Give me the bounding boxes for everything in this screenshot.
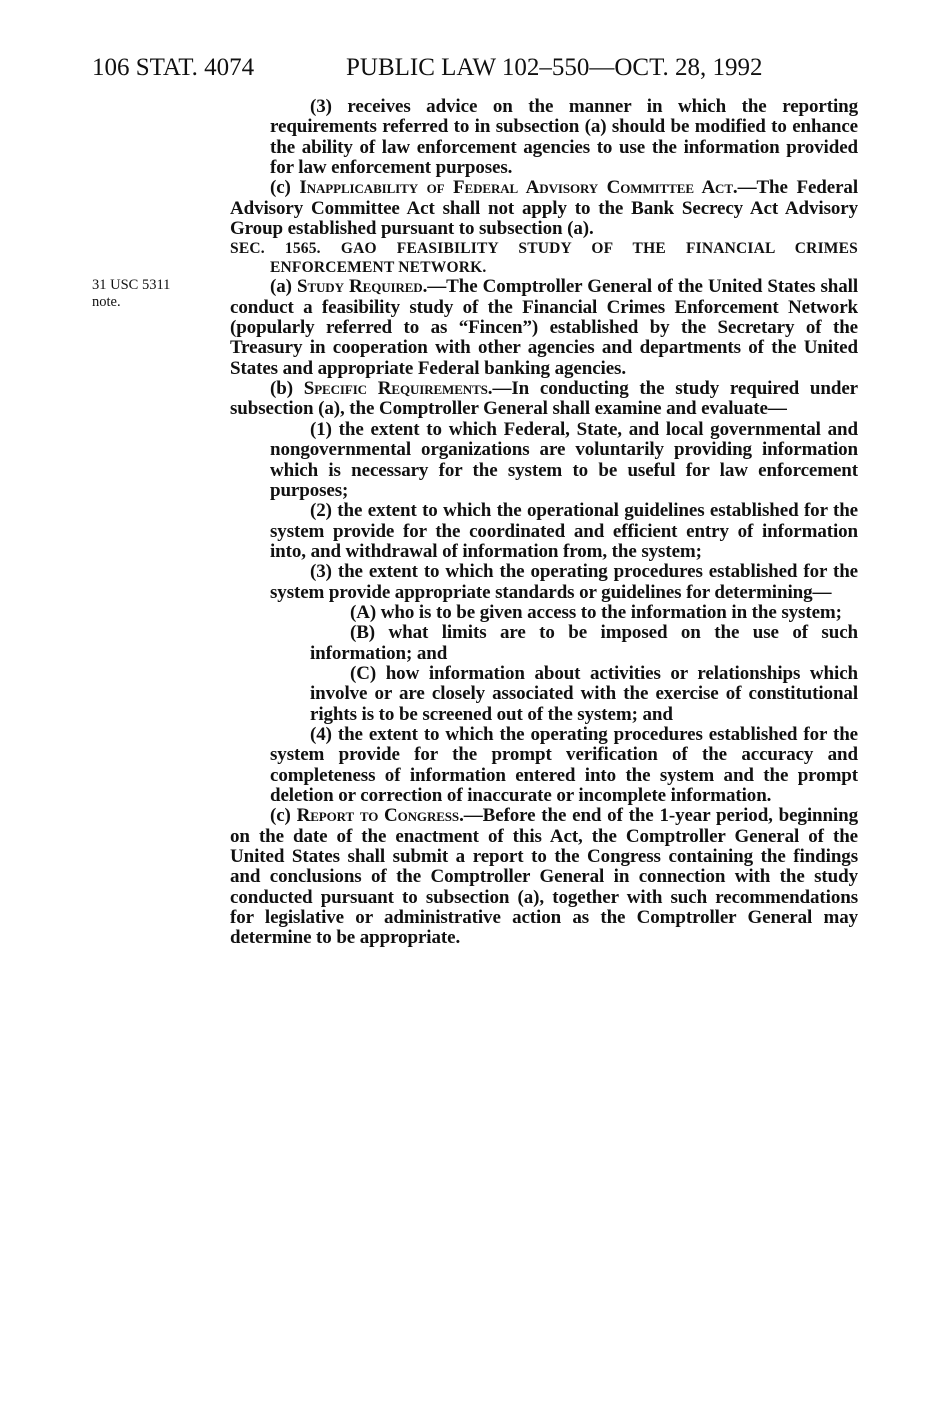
margin-note	[92, 277, 207, 311]
subsection-heading: Inapplicability of Federal Advisory Committee Act.	[299, 177, 738, 199]
paragraph-b2: (2) the extent to which the operational guidelines established for the system provide for the coordinated and efficient entry of information into, and withdrawal of information from, the system;	[270, 500, 858, 562]
subsection-label: (a)	[270, 276, 292, 298]
subsection-c-report-to-congress	[230, 806, 858, 948]
subsection-heading: Study Required.	[296, 276, 428, 298]
subsection-text: —Before the end of the 1-year period, beginning on the date of the enactment of this Act, the Comptroller General of the United States shall submit a report to the Congress containing the findings and conclusions of the Comptroller General in connection with the study conducted pursuant to subsection (a), together with such recommendations for legislative or administrative action as the Comptroller General may determine to be appropriate.	[230, 805, 858, 949]
stat-page-number: 106 STAT. 4074	[92, 54, 255, 81]
paragraph-3-advice: (3) receives advice on the manner in which the reporting requirements referred to in subsection (a) should be modified to enhance the ability of law enforcement agencies to use the information provided for law enforcement purposes.	[270, 96, 858, 179]
page-header	[92, 48, 852, 88]
subsection-heading: Specific Requirements.	[303, 378, 493, 400]
paragraph-b3: (3) the extent to which the operating procedures established for the system provide appropriate standards or guidelines for determining—	[270, 561, 858, 603]
subsection-b-specific-requirements	[230, 379, 858, 420]
paragraph-b1: (1) the extent to which Federal, State, and local governmental and nongovernmental organizations are voluntarily providing information which is necessary for the system to be useful for law enforcement purposes;	[270, 418, 858, 501]
subparagraph-b3A: (A) who is to be given access to the information in the system;	[350, 601, 842, 623]
margin-note-label: note.	[92, 294, 121, 310]
section-heading	[230, 239, 858, 277]
subsection-text: —The Federal Advisory Committee Act shall not apply to the Bank Secrecy Act Advisory Group established pursuant to subsection (a).	[230, 177, 858, 240]
section-number: SEC. 1565.	[230, 240, 321, 258]
statute-body	[230, 97, 858, 949]
subsection-a-study-required	[230, 277, 858, 379]
section-title: GAO FEASIBILITY STUDY OF THE FINANCIAL CRIMES ENFORCEMENT NETWORK.	[270, 240, 858, 277]
subsection-text: —In conducting the study required under subsection (a), the Comptroller General shall examine and evaluate—	[230, 378, 858, 420]
subparagraph-b3B: (B) what limits are to be imposed on the use of such information; and	[310, 622, 858, 664]
subparagraph-b3C: (C) how information about activities or relationships which involve or are closely associated with the exercise of constitutional rights is to be screened out of the system; and	[310, 662, 858, 725]
subsection-heading: Report to Congress.	[296, 805, 464, 827]
subsection-label: (c)	[270, 177, 291, 199]
subsection-c-inapplicability	[230, 178, 858, 239]
subsection-label: (c)	[270, 805, 291, 827]
subsection-text: —The Comptroller General of the United States shall conduct a feasibility study of the Financial Crimes Enforcement Network (popularly referred to as “Fincen”) established by the Secretary of the Treasury in cooperation with other agencies and departments of the United States and appropriate Federal banking agencies.	[230, 276, 858, 379]
subsection-label: (b)	[270, 378, 293, 400]
margin-note-citation: 31 USC 5311	[92, 277, 171, 293]
public-law-date: PUBLIC LAW 102–550—OCT. 28, 1992	[346, 54, 763, 81]
paragraph-b4: (4) the extent to which the operating procedures established for the system provide for the prompt verification of the accuracy and completeness of information entered into the system and the prompt deletion or correction of inaccurate or incomplete information.	[270, 723, 858, 806]
